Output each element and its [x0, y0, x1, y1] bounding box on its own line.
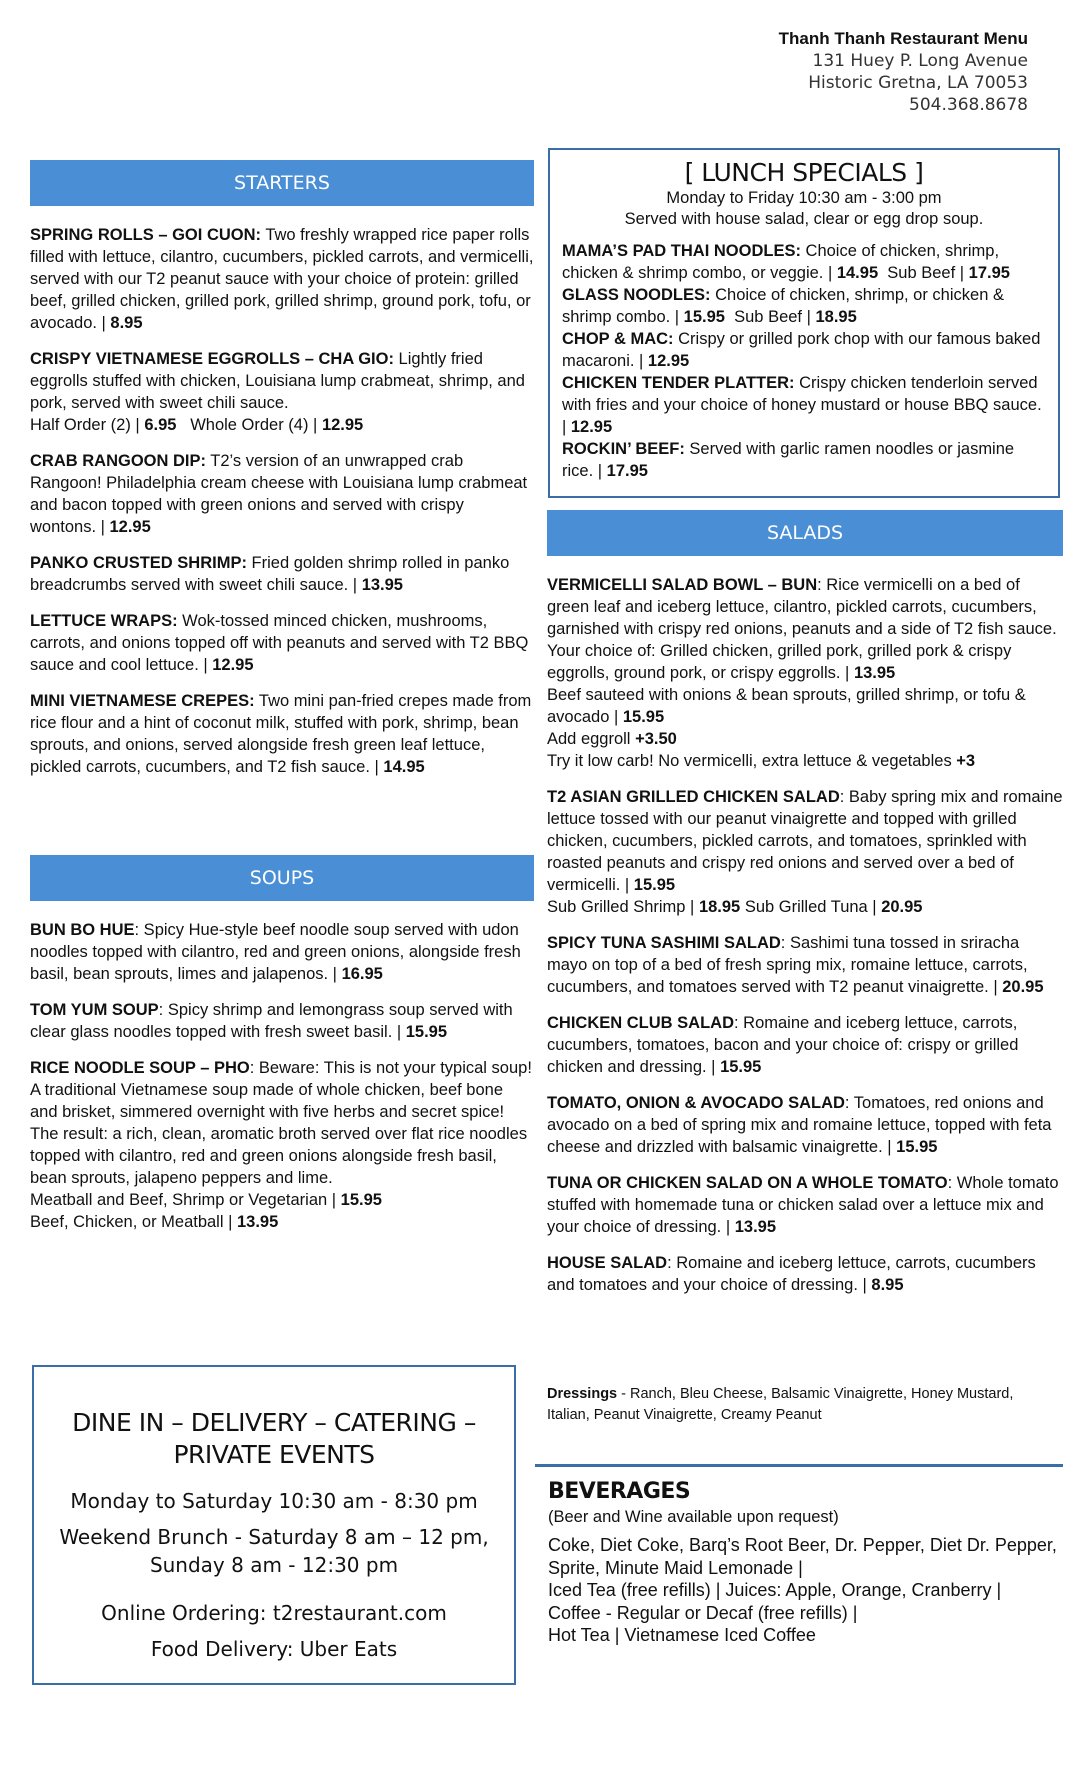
item-name: RICE NOODLE SOUP – PHO [30, 1059, 250, 1077]
menu-item [547, 932, 1063, 998]
item-desc: : Romaine and iceberg lettuce, carrots, cucumbers and tomatoes and your choice of dressing. | [547, 1254, 1036, 1294]
item-desc: Choice of chicken, shrimp, chicken & shrimp combo, or veggie. | [562, 242, 1000, 282]
phone-number: 504.368.8678 [909, 95, 1028, 115]
item-price: 14.95 [836, 264, 879, 282]
beverages-line: Iced Tea (free refills) | Juices: Apple, Orange, Cranberry | [548, 1580, 1002, 1600]
lunch-specials-heading: [ LUNCH SPECIALS ] [684, 158, 924, 187]
dressings-note [547, 1384, 1027, 1426]
lunch-note: Served with house salad, clear or egg drop soup. [624, 210, 984, 228]
item-price: 13.95 [734, 1218, 777, 1236]
item-desc: Served with garlic ramen noodles or jasmine rice. | [562, 440, 1015, 480]
menu-item [547, 786, 1063, 918]
menu-item [547, 1092, 1063, 1158]
option-label: Whole Order (4) | [176, 416, 322, 434]
menu-item [547, 1012, 1063, 1078]
item-price: 20.95 [881, 898, 923, 916]
lunch-hours-text: Monday to Friday 10:30 am - 3:00 pm [666, 189, 942, 207]
store-hours: Monday to Saturday 10:30 am - 8:30 pm [70, 1489, 478, 1513]
item-option [547, 750, 1063, 772]
dine-in-info-box [32, 1365, 516, 1685]
menu-item [562, 328, 1046, 372]
dressings-label: Dressings [547, 1386, 618, 1402]
lunch-hours [562, 188, 1046, 230]
item-name: MINI VIETNAMESE CREPES: [30, 692, 255, 710]
restaurant-header [779, 28, 1028, 116]
beverages-heading: BEVERAGES [548, 1479, 691, 1504]
salads-heading: SALADS [547, 510, 1063, 556]
item-desc: : Spicy shrimp and lemongrass soup served with clear glass noodles topped with fresh sweet basil. | [30, 1001, 513, 1041]
brunch-hours: Weekend Brunch - Saturday 8 am – 12 pm, Sunday 8 am - 12:30 pm [59, 1525, 489, 1577]
item-price: 12.95 [570, 418, 613, 436]
item-name: TUNA OR CHICKEN SALAD ON A WHOLE TOMATO [547, 1174, 948, 1192]
item-option [547, 896, 1063, 918]
item-name: CRISPY VIETNAMESE EGGROLLS – CHA GIO: [30, 350, 394, 368]
item-desc: : Tomatoes, red onions and avocado on a bed of spring mix and romaine lettuce, topped with feta cheese and drizzled with balsamic vinaigrette. | [547, 1094, 1052, 1156]
item-price: 13.95 [361, 576, 403, 594]
item-name: ROCKIN’ BEEF: [562, 440, 685, 458]
item-desc: : Beware: This is not your typical soup! A traditional Vietnamese soup made of whole chicken, beef bone and brisket, simmered overnight with five herbs and secret spice! The result: a rich, clean, aromatic broth served over flat rice noodles topped with cilantro, red and green onions alongside fresh basil, bean sprouts, jalapeno peppers and lime. [30, 1059, 532, 1187]
item-desc: : Whole tomato stuffed with homemade tuna or chicken salad over a lettuce mix and your choice of dressing. | [547, 1174, 1059, 1236]
menu-item [562, 372, 1046, 438]
dressings-list: - Ranch, Bleu Cheese, Balsamic Vinaigrette, Honey Mustard, Italian, Peanut Vinaigrette, Creamy Peanut [547, 1386, 1014, 1423]
beverages-line: Coffee - Regular or Decaf (free refills) | [548, 1602, 858, 1623]
address-line-1: 131 Huey P. Long Avenue [812, 51, 1028, 71]
starters-heading: STARTERS [30, 160, 534, 206]
item-desc: : Sashimi tuna tossed in sriracha mayo on top of a bed of fresh spring mix, romaine lettuce, carrots, cucumbers, and tomatoes served with T2 peanut vinaigrette. | [547, 934, 1028, 996]
starters-section [30, 160, 534, 792]
item-price: +3.50 [635, 730, 677, 748]
option-label: Meatball and Beef, Shrimp or Vegetarian | [30, 1191, 341, 1209]
menu-item [562, 240, 1046, 284]
item-price: 15.95 [896, 1138, 938, 1156]
item-option [547, 684, 1063, 728]
item-name: GLASS NOODLES: [562, 286, 711, 304]
beverages-line: Coke, Diet Coke, Barq’s Root Beer, Dr. Pepper, Diet Dr. Pepper, Sprite, Minute Maid Lemonade | [548, 1535, 1057, 1578]
beverages-section [548, 1478, 1058, 1647]
menu-item [30, 919, 534, 985]
menu-item [30, 1057, 534, 1233]
option-label: Sub Beef | [724, 308, 816, 326]
item-price: 17.95 [606, 462, 648, 480]
item-desc: Two mini pan-fried crepes made from rice flour and a hint of coconut milk, stuffed with pork, shrimp, bean sprouts, and onions, served alongside fresh green leaf lettuce, pickled carrots, cucumbers, and T2 fish sauce. | [30, 692, 532, 776]
item-price: 15.95 [405, 1023, 448, 1041]
menu-item [30, 610, 534, 676]
item-desc: : Spicy Hue-style beef noodle soup served with udon noodles topped with cilantro, red and green onions, alongside fresh basil, bean sprouts, limes and jalapenos. | [30, 921, 521, 983]
address-line-2: Historic Gretna, LA 70053 [808, 73, 1028, 93]
item-desc: Crispy chicken tenderloin served with fries and your choice of honey mustard or house BBQ sauce. | [562, 374, 1042, 436]
item-price: 12.95 [321, 416, 364, 434]
item-price: 8.95 [871, 1276, 904, 1294]
item-desc: : Romaine and iceberg lettuce, carrots, cucumbers, tomatoes, bacon and your choice of: crispy or grilled chicken and dressing. | [547, 1014, 1019, 1076]
menu-item [547, 1172, 1063, 1238]
item-price: 14.95 [383, 758, 425, 776]
item-options [30, 414, 534, 436]
item-price: 13.95 [236, 1213, 279, 1231]
menu-item [562, 284, 1046, 328]
food-delivery: Food Delivery: Uber Eats [150, 1637, 398, 1661]
soups-heading: SOUPS [30, 855, 534, 901]
item-option [30, 1211, 534, 1233]
item-price: 15.95 [622, 708, 665, 726]
menu-item [562, 438, 1046, 482]
item-price: +3 [956, 752, 976, 770]
menu-item [547, 1252, 1063, 1296]
item-name: MAMA’S PAD THAI NOODLES: [562, 242, 801, 260]
soups-section [30, 855, 534, 1247]
option-label: Try it low carb! No vermicelli, extra lettuce & vegetables [547, 752, 957, 770]
item-price: 12.95 [647, 352, 690, 370]
item-price: 17.95 [968, 264, 1010, 282]
item-name: HOUSE SALAD [547, 1254, 668, 1272]
item-price: 15.95 [340, 1191, 382, 1209]
menu-item [547, 574, 1063, 772]
option-label: Beef sauteed with onions & bean sprouts, grilled shrimp, or tofu & avocado | [547, 686, 1026, 726]
salads-section [547, 510, 1063, 1310]
item-desc: Two freshly wrapped rice paper rolls filled with lettuce, cilantro, cucumbers, pickled carrots, and vermicelli, served with our T2 peanut sauce with your choice of protein: grilled beef, grilled chicken, grilled pork, grilled shrimp, ground pork, tofu, or avocado. | [30, 226, 534, 332]
item-desc: Lightly fried eggrolls stuffed with chicken, Louisiana lump crabmeat, shrimp, and pork, served with sweet chili sauce. [30, 350, 525, 412]
item-option [30, 1189, 534, 1211]
item-price: 15.95 [683, 308, 725, 326]
item-desc: Choice of chicken, shrimp, or chicken & shrimp combo. | [562, 286, 1004, 326]
item-price: 8.95 [110, 314, 143, 332]
option-label: Sub Grilled Shrimp | [547, 898, 699, 916]
item-price: 15.95 [633, 876, 676, 894]
option-label: Add eggroll [547, 730, 636, 748]
item-desc: Fried golden shrimp rolled in panko breadcrumbs served with sweet chili sauce. | [30, 554, 510, 594]
beverages-divider [535, 1464, 1063, 1467]
menu-item [30, 999, 534, 1043]
beverages-note: (Beer and Wine available upon request) [548, 1508, 839, 1526]
item-price: 12.95 [109, 518, 151, 536]
online-ordering: Online Ordering: t2restaurant.com [101, 1601, 447, 1625]
item-name: T2 ASIAN GRILLED CHICKEN SALAD [547, 788, 840, 806]
dine-in-heading: DINE IN – DELIVERY – CATERING – PRIVATE EVENTS [72, 1408, 476, 1469]
item-price: 20.95 [1002, 978, 1044, 996]
item-name: TOMATO, ONION & AVOCADO SALAD [547, 1094, 845, 1112]
item-name: SPICY TUNA SASHIMI SALAD [547, 934, 781, 952]
item-price: 16.95 [341, 965, 383, 983]
item-desc: T2’s version of an unwrapped crab Rangoon! Philadelphia cream cheese with Louisiana lump crabmeat and bacon topped with green onions and served with crispy wontons. | [30, 452, 528, 536]
item-name: CRAB RANGOON DIP: [30, 452, 206, 470]
option-label: Beef, Chicken, or Meatball | [30, 1213, 237, 1231]
item-desc: : Rice vermicelli on a bed of green leaf and iceberg lettuce, cilantro, pickled carrots, cucumbers, garnished with crispy red onions, peanuts and a side of T2 fish sauce. Your choice of: Grilled chicken, grilled pork, grilled pork & crispy eggrolls, ground pork, or crispy eggrolls. | [547, 576, 1057, 682]
item-name: CHICKEN TENDER PLATTER: [562, 374, 795, 392]
item-option [547, 728, 1063, 750]
item-name: CHOP & MAC: [562, 330, 674, 348]
item-price: 18.95 [815, 308, 857, 326]
menu-item [30, 450, 534, 538]
beverages-line: Hot Tea | Vietnamese Iced Coffee [548, 1625, 816, 1645]
restaurant-name: Thanh Thanh Restaurant Menu [778, 29, 1028, 48]
item-name: CHICKEN CLUB SALAD [547, 1014, 734, 1032]
menu-item [30, 224, 534, 334]
item-name: PANKO CRUSTED SHRIMP: [30, 554, 247, 572]
spacer [48, 1587, 500, 1599]
item-name: BUN BO HUE [30, 921, 135, 939]
menu-item [30, 552, 534, 596]
item-name: SPRING ROLLS – GOI CUON: [30, 226, 262, 244]
menu-item [30, 348, 534, 436]
item-price: 13.95 [853, 664, 896, 682]
item-price: 12.95 [212, 656, 254, 674]
item-price: 18.95 [698, 898, 741, 916]
item-desc: Crispy or grilled pork chop with our famous baked macaroni. | [562, 330, 1041, 370]
item-desc: : Baby spring mix and romaine lettuce tossed with our peanut vinaigrette and topped with grilled chicken, cucumbers, pickled carrots, and tomatoes, sprinkled with roasted peanuts and crispy red onions and served over a bed of vermicelli. | [547, 788, 1063, 894]
lunch-specials-box [548, 148, 1060, 498]
item-name: TOM YUM SOUP [30, 1001, 159, 1019]
item-price: 6.95 [144, 416, 177, 434]
option-label: Sub Grilled Tuna | [740, 898, 882, 916]
item-name: VERMICELLI SALAD BOWL – BUN [547, 576, 818, 594]
item-name: LETTUCE WRAPS: [30, 612, 178, 630]
item-price: 15.95 [720, 1058, 762, 1076]
menu-item [30, 690, 534, 778]
option-label: Sub Beef | [878, 264, 969, 282]
option-label: Half Order (2) | [30, 416, 145, 434]
item-desc: Wok-tossed minced chicken, mushrooms, carrots, and onions topped off with peanuts and served with T2 BBQ sauce and cool lettuce. | [30, 612, 529, 674]
